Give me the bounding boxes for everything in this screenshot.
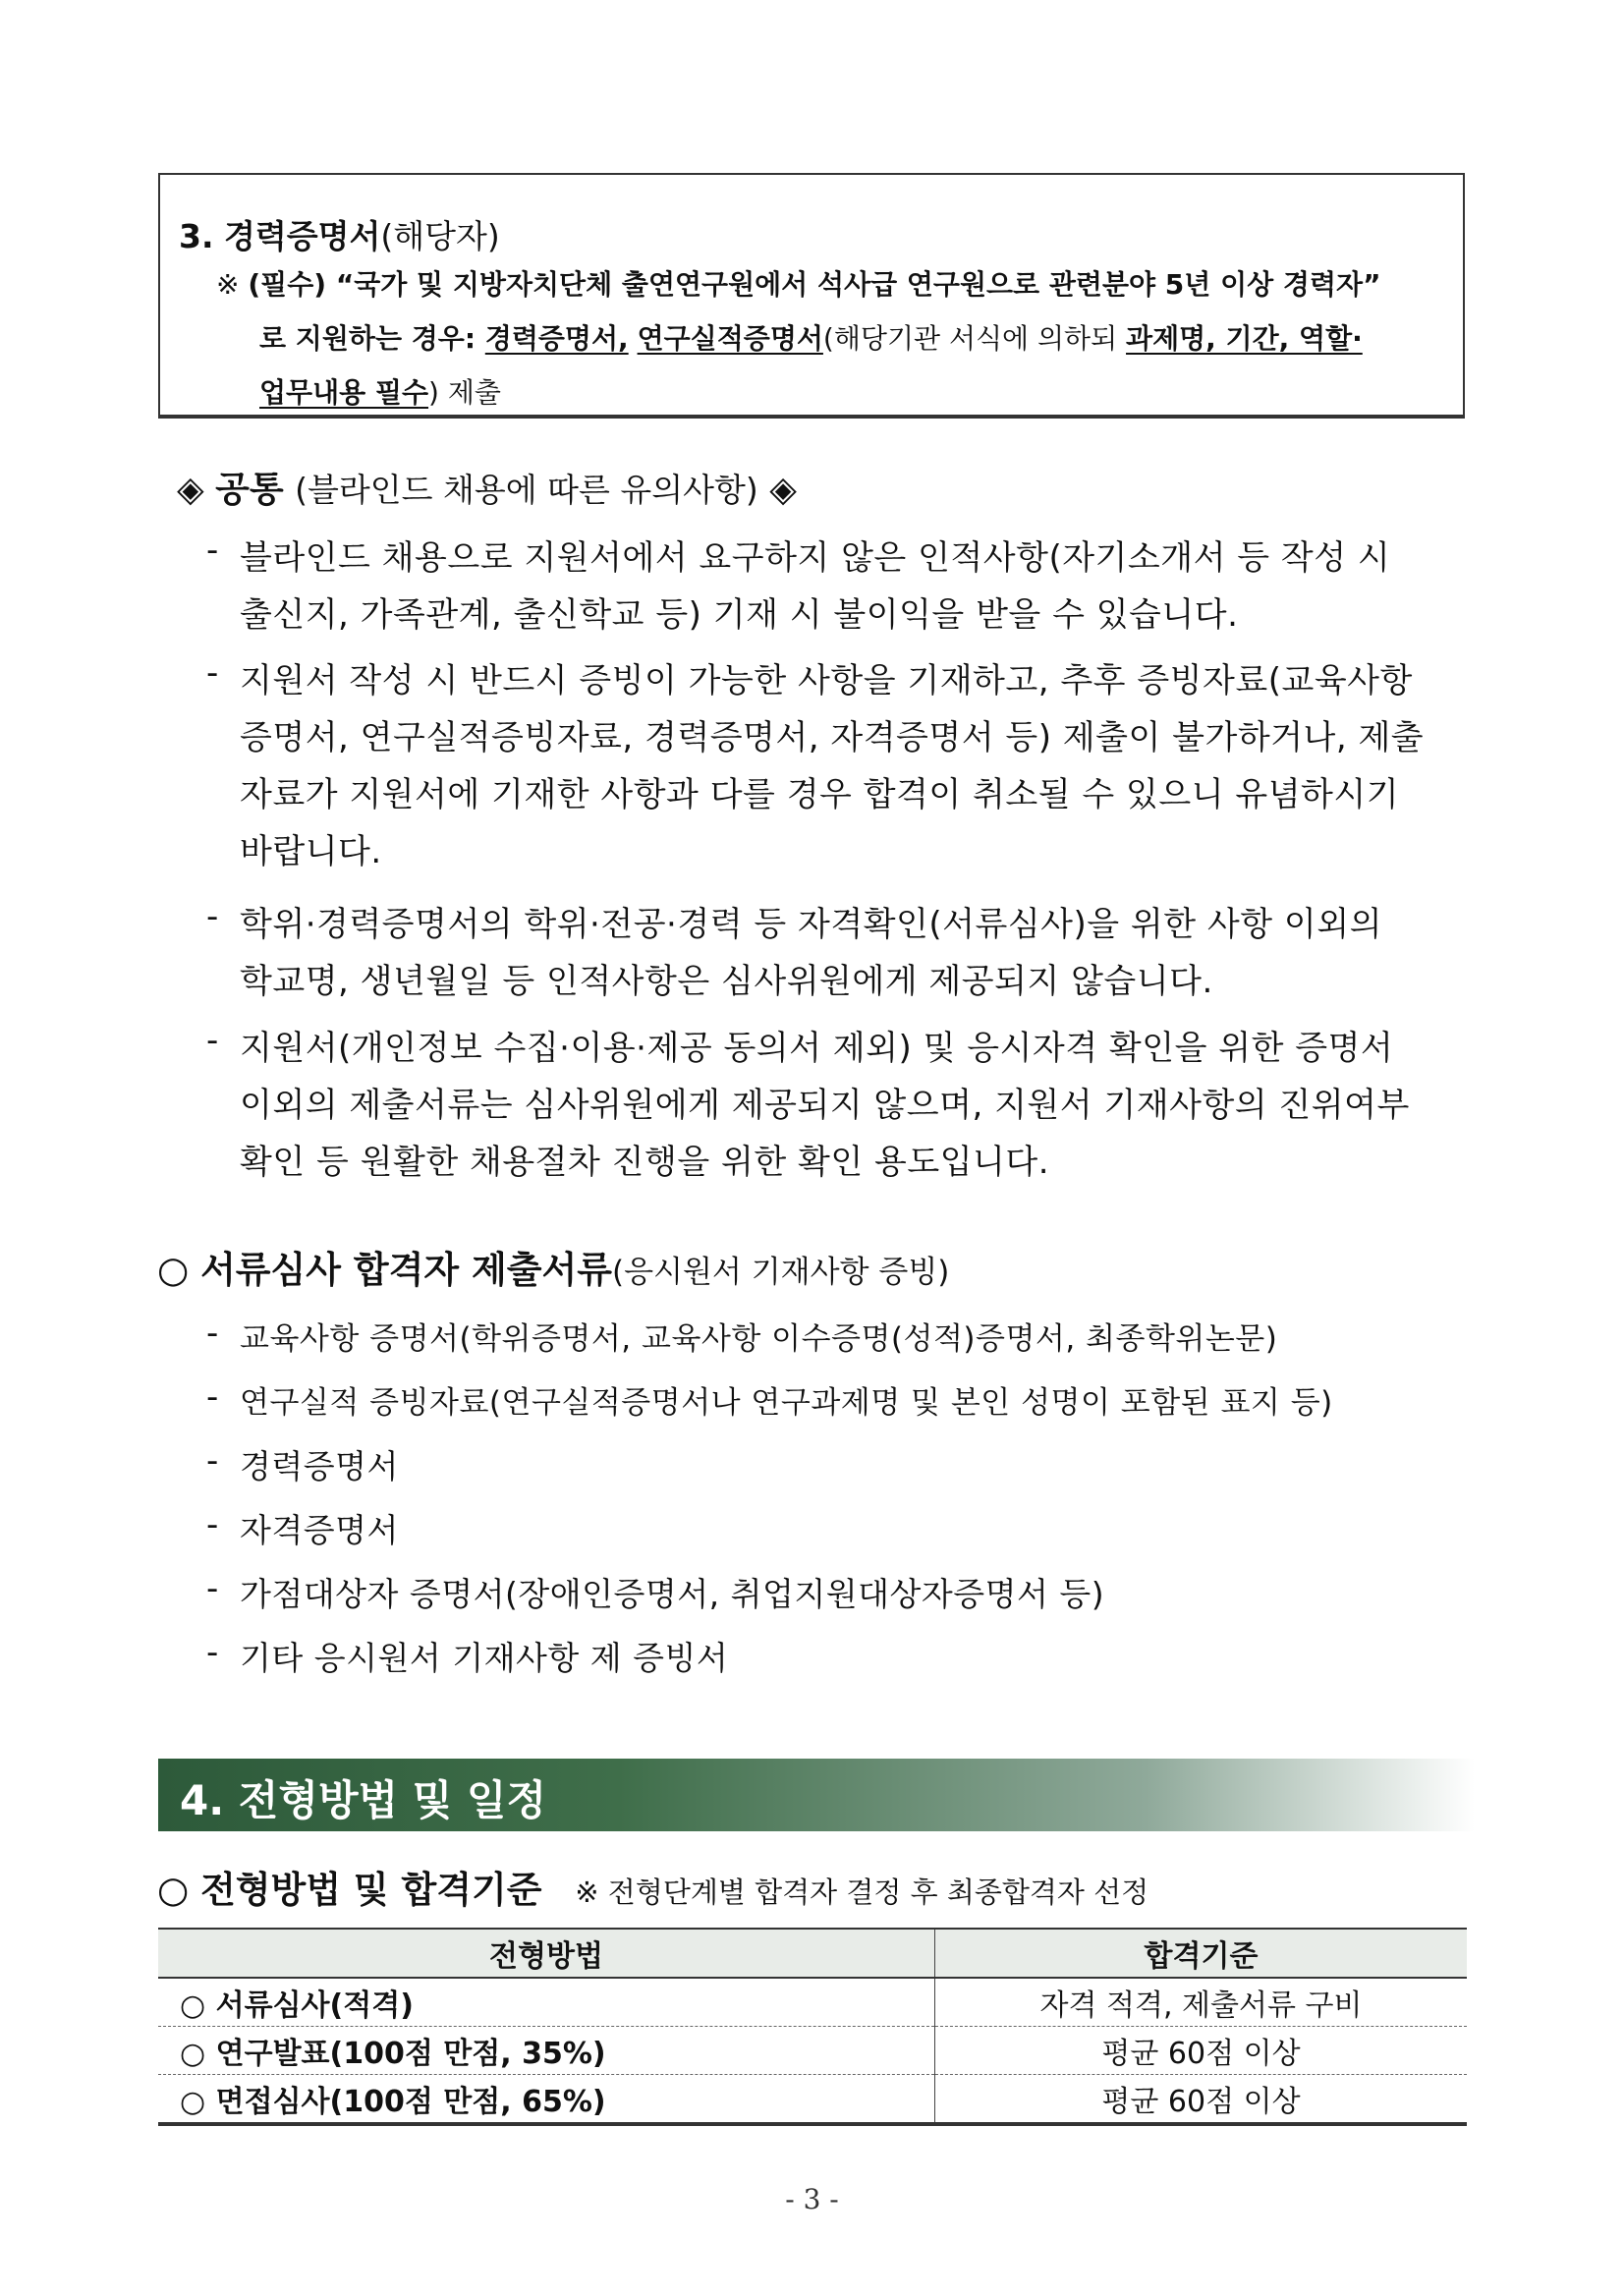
common-item-3-line1: 학위·경력증명서의 학위·전공·경력 등 자격확인(서류심사)을 위한 사항 이외의 (240, 905, 1382, 944)
common-item-2-line3: 자료가 지원서에 기재한 사항과 다를 경우 합격이 취소될 수 있으니 유념하시기 (240, 775, 1400, 814)
doc-item: 가점대상자 증명서(장애인증명서, 취업지원대상자증명서 등) (240, 1575, 1105, 1613)
table-header-row (158, 1929, 1467, 1978)
diamond-icon: ◈ (177, 470, 204, 510)
common-item-1-line1: 블라인드 채용으로 지원서에서 요구하지 않은 인적사항(자기소개서 등 작성 시 (240, 538, 1391, 578)
table-cell-criteria: 평균 60점 이상 (935, 2027, 1468, 2075)
common-item-2-line1: 지원서 작성 시 반드시 증빙이 가능한 사항을 기재하고, 추후 증빙자료(교육사항 (240, 661, 1413, 700)
dash-bullet: - (206, 1021, 219, 1060)
common-sub: (블라인드 채용에 따른 유의사항) (295, 471, 758, 509)
common-key: 공통 (215, 470, 284, 510)
dash-bullet: - (206, 1314, 219, 1353)
selection-key: 전형방법 및 합격기준 (200, 1869, 542, 1911)
dash-bullet: - (206, 1505, 219, 1544)
dash-bullet: - (206, 1633, 219, 1672)
required-note-text: (필수) “국가 및 지방자치단체 출연연구원에서 석사급 연구원으로 관련분야 5년 이상 경력자” (248, 268, 1381, 301)
selection-heading (157, 1860, 1148, 1913)
career-cert-title (179, 211, 500, 257)
doc-item: 연구실적 증빙자료(연구실적증명서나 연구과제명 및 본인 성명이 포함된 표지 등) (240, 1385, 1333, 1421)
duty-required-underlined: 업무내용 필수 (259, 376, 429, 409)
page-number: - 3 - (785, 2183, 839, 2215)
title-main: 경력증명서 (224, 217, 381, 255)
table-cell-method: ○ 연구발표(100점 만점, 35%) (158, 2027, 935, 2075)
docs-heading (157, 1240, 949, 1293)
doc-item: 기타 응시원서 기재사항 제 증빙서 (240, 1639, 729, 1677)
reference-mark: ※ (216, 268, 240, 301)
doc-item: 자격증명서 (240, 1511, 399, 1549)
required-note-line2 (259, 317, 1363, 357)
dash-bullet: - (206, 1377, 219, 1417)
table-cell-criteria: 자격 적격, 제출서류 구비 (935, 1978, 1468, 2027)
task-info-underlined: 과제명, 기간, 역할· (1126, 322, 1363, 355)
docs-key: 서류심사 합격자 제출서류 (200, 1249, 612, 1291)
docs-sub: (응시원서 기재사항 증빙) (612, 1255, 950, 1290)
doc-item: 경력증명서 (240, 1447, 399, 1485)
section-4-title: 4. 전형방법 및 일정 (180, 1776, 547, 1824)
common-item-1-line2: 출신지, 가족관계, 출신학교 등) 기재 시 불이익을 받을 수 있습니다. (240, 595, 1239, 635)
section-4-banner (158, 1759, 1475, 1831)
table-row (158, 1978, 1467, 2027)
diamond-icon: ◈ (769, 470, 797, 510)
table-row (158, 2027, 1467, 2075)
dash-bullet: - (206, 897, 219, 936)
career-cert-underlined: 경력증명서, (484, 322, 629, 355)
selection-table (158, 1928, 1467, 2126)
circle-bullet-icon: ○ (157, 1869, 190, 1911)
dash-bullet: - (206, 653, 219, 693)
common-notes-heading (177, 462, 797, 512)
table-cell-method: ○ 서류심사(적격) (158, 1978, 935, 2027)
common-item-4-line3: 확인 등 원활한 채용절차 진행을 위한 확인 용도입니다. (240, 1143, 1050, 1182)
line2-paren: (해당기관 서식에 의하되 (822, 322, 1127, 355)
table-cell-criteria: 평균 60점 이상 (935, 2075, 1468, 2125)
required-note-line1 (216, 263, 1380, 303)
common-item-2-line2: 증명서, 연구실적증빙자료, 경력증명서, 자격증명서 등) 제출이 불가하거나, 제출 (240, 718, 1425, 757)
common-item-4-line1: 지원서(개인정보 수집·이용·제공 동의서 제외) 및 응시자격 확인을 위한 증명서 (240, 1029, 1394, 1068)
dash-bullet: - (206, 1441, 219, 1481)
dash-bullet: - (206, 1569, 219, 1608)
common-item-2-line4: 바랍니다. (240, 832, 382, 871)
required-note-line3 (259, 371, 501, 411)
circle-bullet-icon: ○ (157, 1249, 190, 1291)
table-header-criteria: 합격기준 (935, 1929, 1468, 1978)
selection-note: ※ 전형단계별 합격자 결정 후 최종합격자 선정 (575, 1876, 1149, 1909)
table-header-method: 전형방법 (158, 1929, 935, 1978)
table-cell-method: ○ 면접심사(100점 만점, 65%) (158, 2075, 935, 2125)
title-number: 3. (179, 217, 214, 255)
doc-item: 교육사항 증명서(학위증명서, 교육사항 이수증명(성적)증명서, 최종학위논문) (240, 1321, 1278, 1357)
common-item-4-line2: 이외의 제출서류는 심사위원에게 제공되지 않으며, 지원서 기재사항의 진위여부 (240, 1086, 1410, 1125)
common-item-3-line2: 학교명, 생년월일 등 인적사항은 심사위원에게 제공되지 않습니다. (240, 962, 1213, 1001)
dash-bullet: - (206, 531, 219, 570)
line3-suffix: ) 제출 (428, 376, 501, 409)
title-paren: (해당자) (380, 217, 500, 255)
research-cert-underlined: 연구실적증명서 (637, 322, 823, 355)
table-row (158, 2075, 1467, 2125)
line2-prefix: 로 지원하는 경우: (259, 322, 485, 355)
